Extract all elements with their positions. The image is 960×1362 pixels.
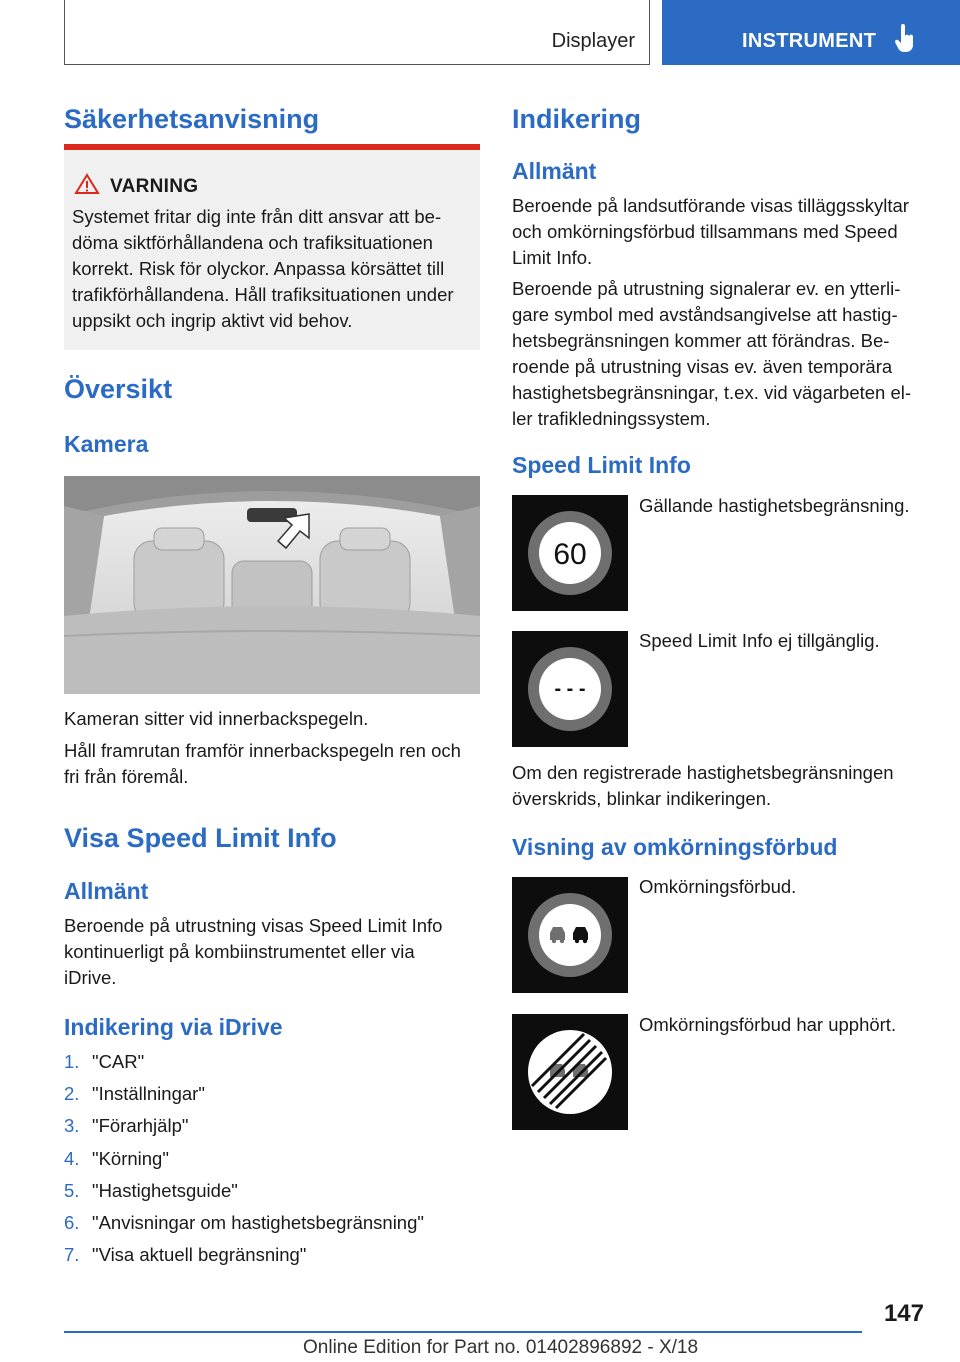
step-item — [64, 1081, 205, 1107]
pointing-hand-icon — [894, 24, 916, 54]
step-item — [64, 1210, 424, 1236]
step-number: 3. — [64, 1115, 80, 1136]
text-line: överskrids, blinkar indikeringen. — [512, 788, 772, 809]
general-paragraph-right-1 — [512, 193, 924, 271]
text-line: fri från föremål. — [64, 766, 189, 787]
page-number: 147 — [883, 1300, 924, 1327]
general-paragraph-left — [64, 913, 480, 991]
general-paragraph-right-2 — [512, 276, 924, 432]
header-chapter-tab — [662, 0, 960, 65]
no-overtaking-sign — [512, 877, 628, 993]
heading-speed-limit-info: Speed Limit Info — [512, 452, 691, 478]
speed-limit-unavailable-sign — [512, 631, 628, 747]
camera-paragraph-2 — [64, 738, 480, 790]
text-line: iDrive. — [64, 967, 117, 988]
exceed-paragraph — [512, 760, 924, 812]
step-text: "Inställningar" — [92, 1083, 205, 1104]
step-text: "Körning" — [92, 1148, 169, 1169]
step-text: "Visa aktuell begränsning" — [92, 1244, 307, 1265]
text-line: hastighetsbegränsningar, t.ex. vid vägarbeten el- — [512, 382, 912, 403]
step-item — [64, 1146, 169, 1172]
header-section-tab — [64, 0, 650, 65]
warning-line: Systemet fritar dig inte från ditt ansvar att be- — [72, 206, 442, 227]
end-no-overtaking-sign — [512, 1014, 628, 1130]
text-line: Limit Info. — [512, 247, 593, 268]
heading-general-right: Allmänt — [512, 158, 597, 184]
text-line: gare symbol med avståndsangivelse att hastig- — [512, 304, 898, 325]
warning-line: uppsikt och ingrip aktivt vid behov. — [72, 310, 353, 331]
warning-box — [64, 144, 480, 350]
warning-line: trafikförhållandena. Håll trafiksituationen under — [72, 284, 454, 305]
heading-safety: Säkerhetsanvisning — [64, 104, 320, 134]
step-number: 1. — [64, 1051, 80, 1072]
speed-limit-60-sign — [512, 495, 628, 611]
text-line: roende på utrustning visas ev. även temporära — [512, 356, 893, 377]
step-item — [64, 1242, 306, 1268]
step-item — [64, 1049, 144, 1075]
warning-text — [72, 204, 472, 334]
header-chapter-label: INSTRUMENT — [742, 30, 877, 52]
warning-title: VARNING — [110, 176, 199, 197]
footer-edition: Online Edition for Part no. 01402896892 - X/18 — [303, 1337, 699, 1358]
heading-idrive: Indikering via iDrive — [64, 1014, 283, 1040]
heading-general-left: Allmänt — [64, 878, 149, 904]
end-no-overtaking-icon — [512, 1014, 628, 1130]
step-item — [64, 1178, 238, 1204]
text-line: Om den registrerade hastighetsbegränsningen — [512, 762, 894, 783]
step-text: "Hastighetsguide" — [92, 1180, 238, 1201]
step-number: 5. — [64, 1180, 80, 1201]
warning-triangle-icon — [74, 173, 100, 195]
heading-overtaking: Visning av omkörningsförbud — [512, 834, 838, 860]
text-line: Håll framrutan framför innerbackspegeln ren och — [64, 740, 461, 761]
warning-line: korrekt. Risk för olyckor. Anpassa körsättet till — [72, 258, 445, 279]
text-line: Beroende på landsutförande visas tilläggsskyltar — [512, 195, 909, 216]
no-overtaking-desc: Omkörningsförbud. — [639, 876, 797, 897]
step-number: 2. — [64, 1083, 80, 1104]
heading-camera: Kamera — [64, 431, 149, 457]
warning-line: döma siktförhållandena och trafiksituationen — [72, 232, 433, 253]
step-text: "CAR" — [92, 1051, 145, 1072]
speed-limit-sign-icon — [512, 495, 628, 611]
step-text: "Anvisningar om hastighetsbegränsning" — [92, 1212, 424, 1233]
step-item — [64, 1113, 188, 1139]
speed-limit-unavailable-icon — [512, 631, 628, 747]
heading-indication: Indikering — [512, 104, 642, 134]
step-number: 7. — [64, 1244, 80, 1265]
step-number: 4. — [64, 1148, 80, 1169]
text-line: Beroende på utrustning signalerar ev. en ytterli- — [512, 278, 901, 299]
no-overtaking-icon — [512, 877, 628, 993]
text-line: ler trafikledningssystem. — [512, 408, 711, 429]
end-no-overtaking-desc: Omkörningsförbud har upphört. — [639, 1014, 897, 1035]
step-number: 6. — [64, 1212, 80, 1233]
speed-limit-unavailable-value: - - - — [554, 678, 586, 700]
text-line: hetsbegränsningen kommer att förändras. Be- — [512, 330, 890, 351]
text-line: Beroende på utrustning visas Speed Limit Info — [64, 915, 443, 936]
step-text: "Förarhjälp" — [92, 1115, 189, 1136]
header-section-label: Displayer — [551, 30, 635, 52]
speed-limit-unavailable-desc: Speed Limit Info ej tillgänglig. — [639, 630, 880, 651]
heading-overview: Översikt — [64, 374, 173, 404]
text-line: och omkörningsförbud tillsammans med Speed — [512, 221, 898, 242]
heading-show-speed-limit: Visa Speed Limit Info — [64, 823, 337, 853]
camera-paragraph-1: Kameran sitter vid innerbackspegeln. — [64, 708, 369, 729]
speed-limit-value: 60 — [553, 538, 587, 571]
text-line: kontinuerligt på kombiinstrumentet eller via — [64, 941, 415, 962]
camera-location-illustration — [64, 476, 480, 694]
speed-limit-60-desc: Gällande hastighetsbegränsning. — [639, 495, 910, 516]
footer-divider — [64, 1331, 862, 1333]
